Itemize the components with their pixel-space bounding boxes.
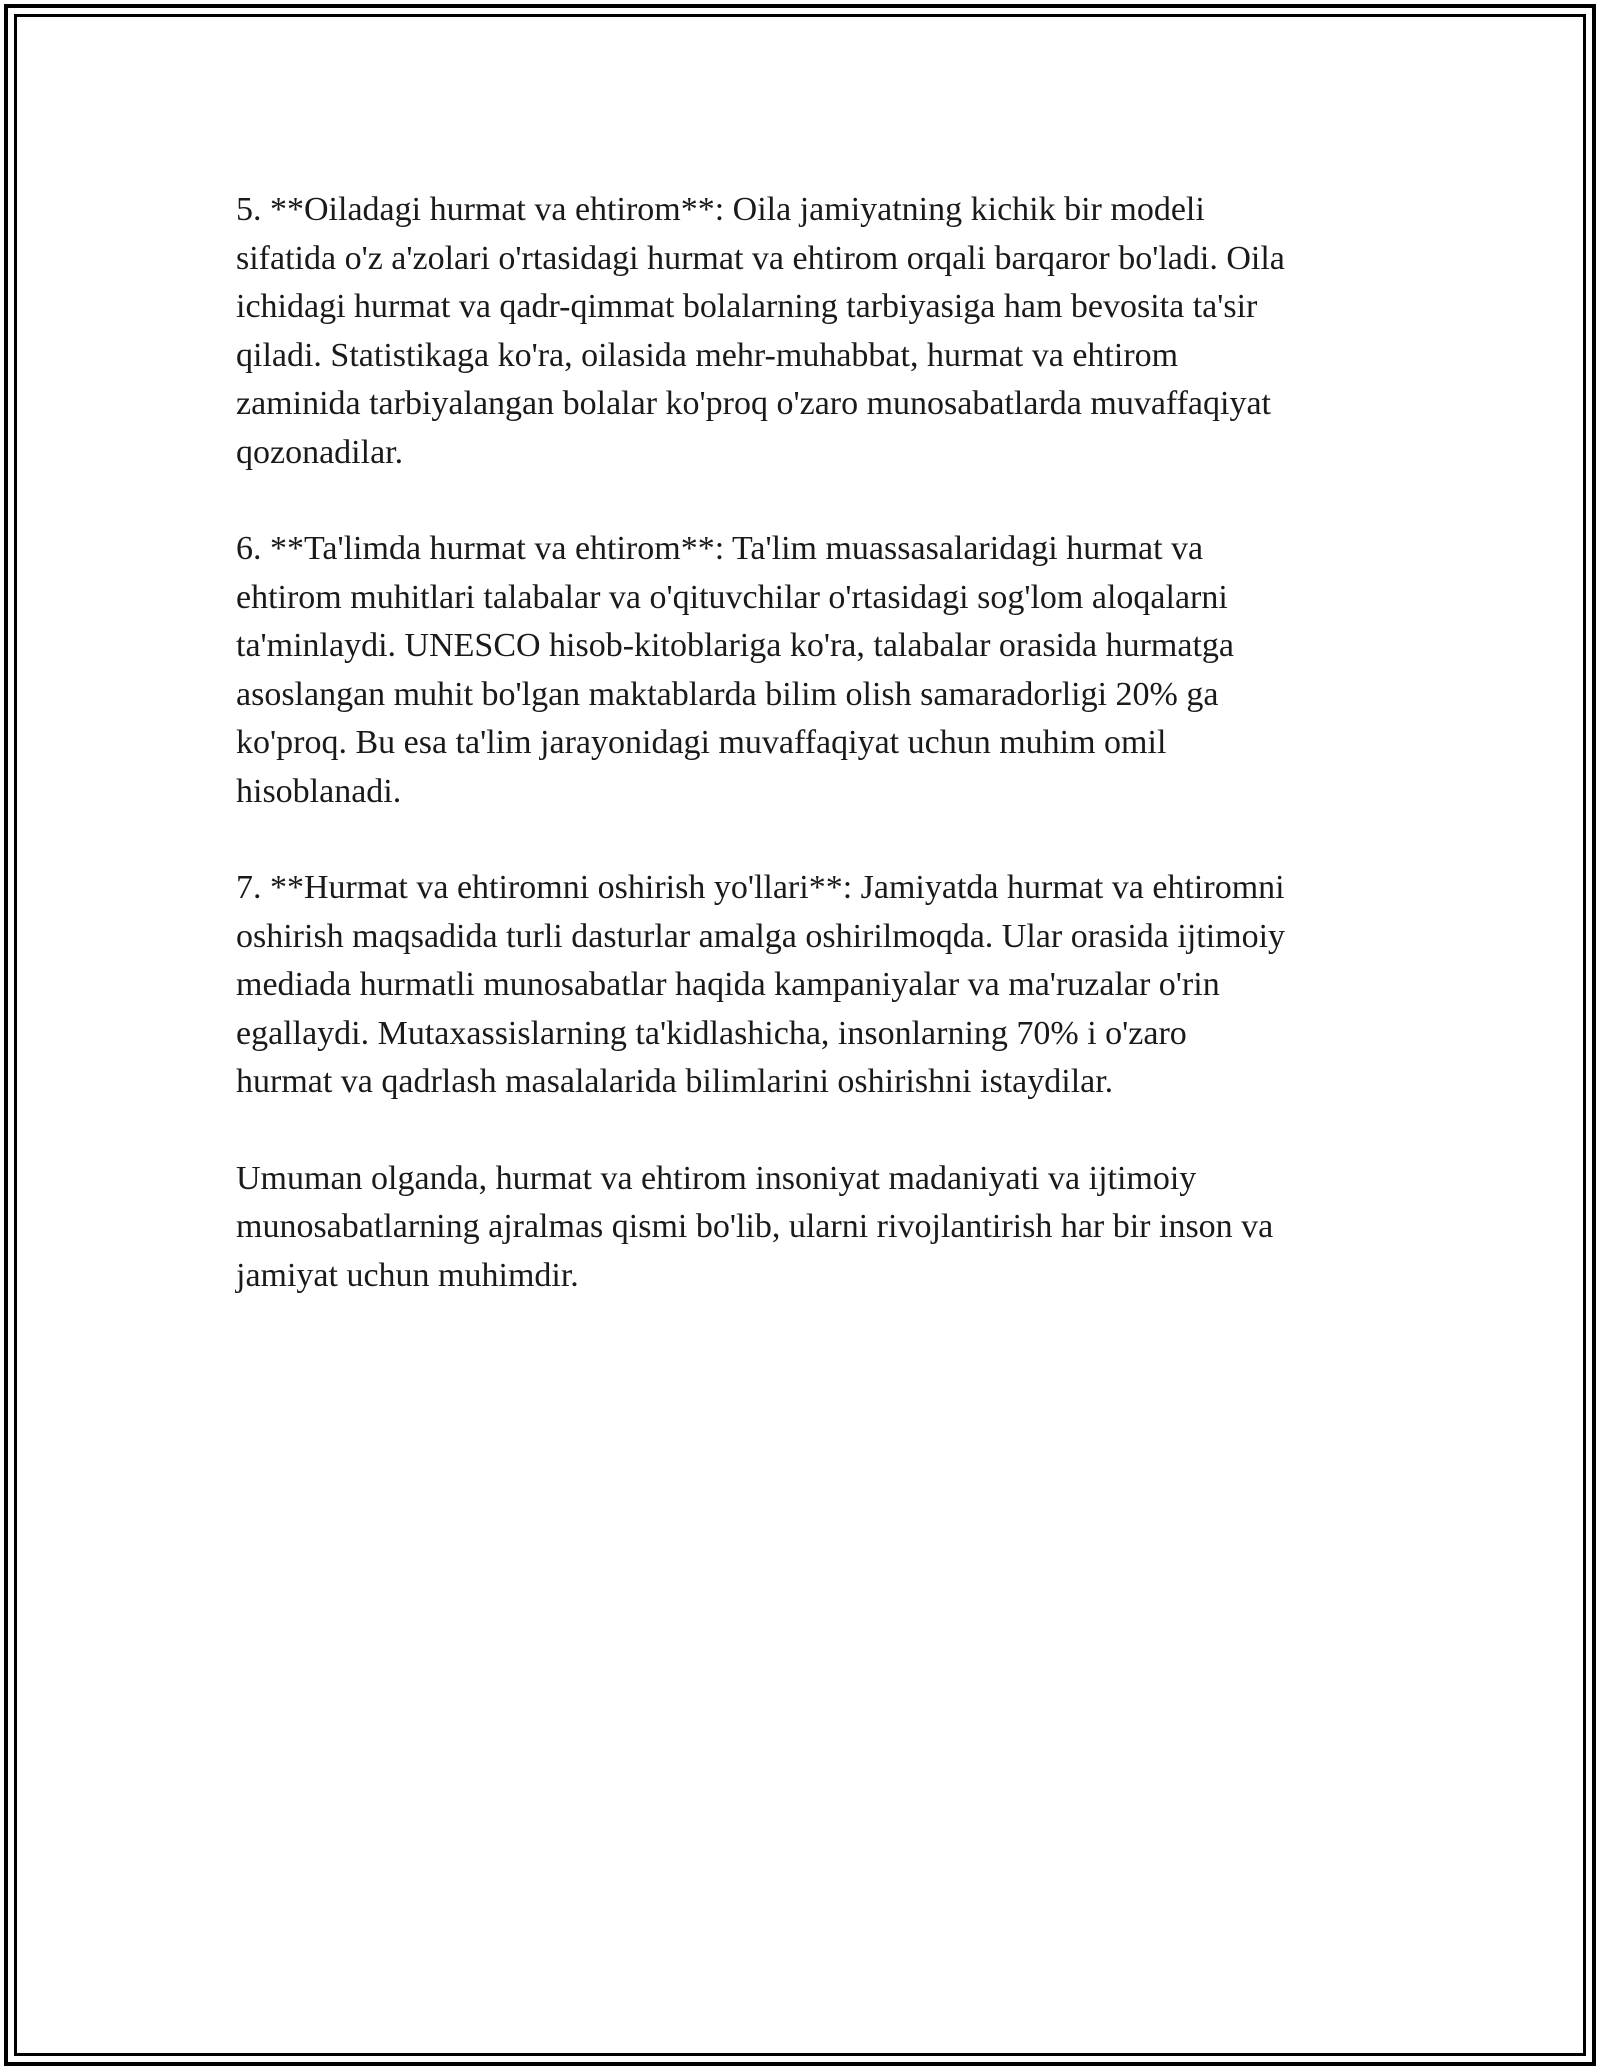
paragraph-conclusion: Umuman olganda, hurmat va ehtirom insoniyat madaniyati va ijtimoiy munosabatlarning ajralmas qismi bo'lib, ularni rivojlantirish har bir inson va jamiyat uchun muhimdir. [236, 1159, 1274, 1294]
paragraph-increasing-respect: 7. **Hurmat va ehtiromni oshirish yo'llari**: Jamiyatda hurmat va ehtiromni oshirish maqsadida turli dasturlar amalga oshirilmoqda. Ular orasida ijtimoiy mediada hurmatli munosabatlar haqida kampaniyalar va ma'ruzalar o'rin egallaydi. Mutaxassislarning ta'kidlashicha, insonlarning 70% i o'zaro hurmat va qadrlash masalalarida bilimlarini oshirishni istaydilar. [236, 869, 1286, 1100]
paragraph-family-respect: 5. **Oiladagi hurmat va ehtirom**: Oila jamiyatning kichik bir modeli sifatida o'z a'zolari o'rtasidagi hurmat va ehtirom orqali barqaror bo'ladi. Oila ichidagi hurmat va qadr-qimmat bolalarning tarbiyasiga ham bevosita ta'sir qiladi. Statistikaga ko'ra, oilasida mehr-muhabbat, hurmat va ehtirom zaminida tarbiyalangan bolalar ko'proq o'zaro munosabatlarda muvaffaqiyat qozonadilar. [236, 191, 1285, 471]
paragraph-education-respect: 6. **Ta'limda hurmat va ehtirom**: Ta'lim muassasalaridagi hurmat va ehtirom muhitlari talabalar va o'qituvchilar o'rtasidagi sog'lom aloqalarni ta'minlaydi. UNESCO hisob-kitoblariga ko'ra, talabalar orasida hurmatga asoslangan muhit bo'lgan maktablarda bilim olish samaradorligi 20% ga ko'proq. Bu esa ta'lim jarayonidagi muvaffaqiyat uchun muhim omil hisoblanadi. [236, 530, 1234, 810]
document-body [236, 186, 1376, 1348]
